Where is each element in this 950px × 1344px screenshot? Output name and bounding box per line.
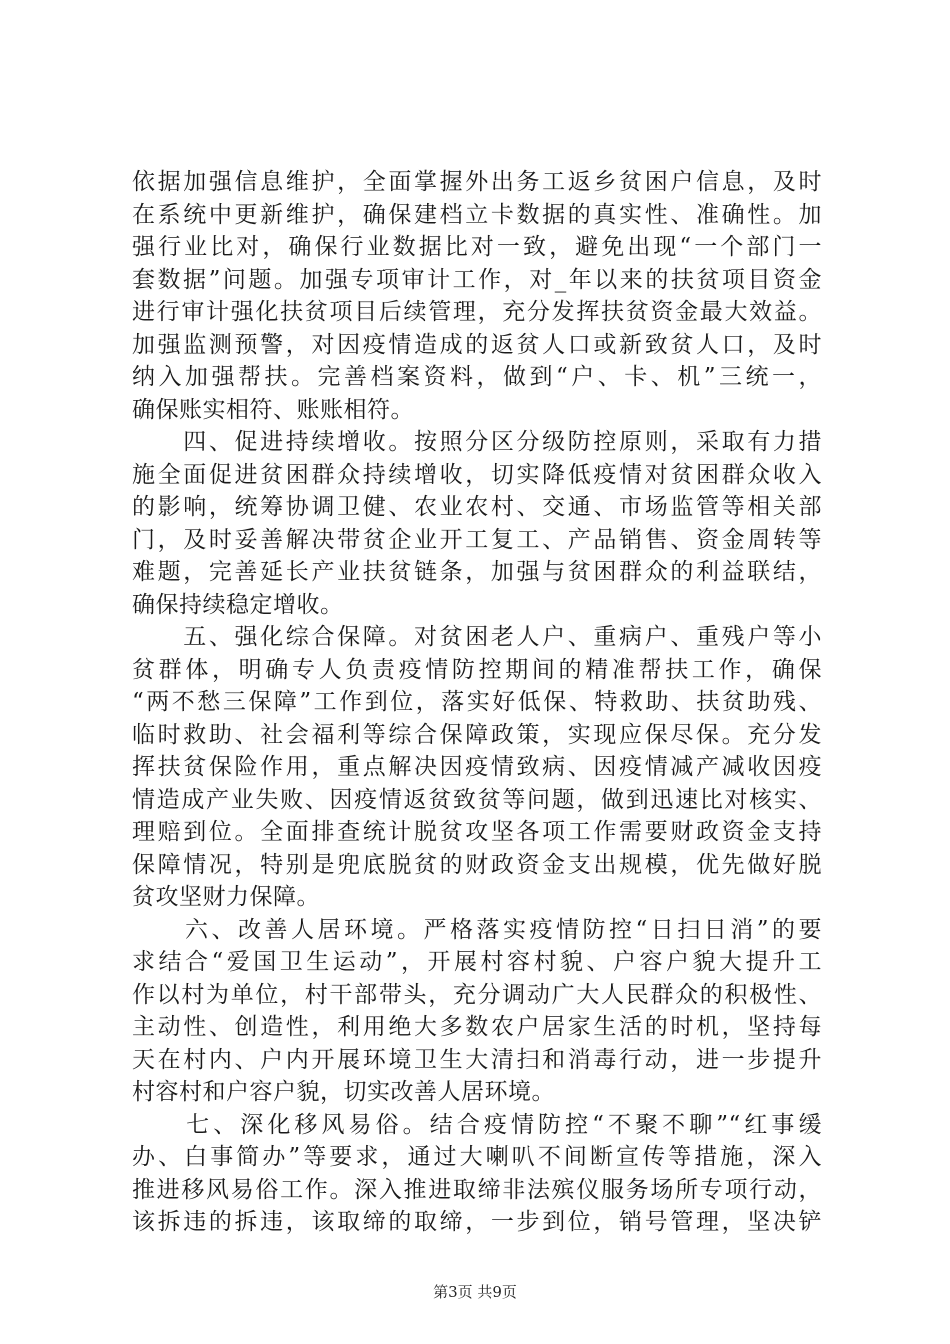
- text-line: 确保持续稳定增收。: [132, 591, 344, 618]
- text-line: 挥扶贫保险作用，重点解决因疫情致病、因疫情减产减收因疫: [132, 754, 822, 780]
- text-line: 办、白事简办”等要求，通过大喇叭不间断宣传等措施，深入: [132, 1144, 822, 1170]
- text-line: “两不愁三保障”工作到位，落实好低保、特救助、扶贫助残、: [132, 689, 822, 715]
- text-line: 五、强化综合保障。对贫困老人户、重病户、重残户等小: [132, 624, 822, 650]
- text-line: 进行审计强化扶贫项目后续管理，充分发挥扶贫资金最大效益。: [132, 299, 822, 325]
- text-line: 依据加强信息维护，全面掌握外出务工返乡贫困户信息，及时: [132, 169, 822, 195]
- text-line: 强行业比对，确保行业数据比对一致，避免出现“一个部门一: [132, 234, 822, 260]
- text-line: 在系统中更新维护，确保建档立卡数据的真实性、准确性。加: [132, 201, 822, 228]
- text-line: 作以村为单位，村干部带头，充分调动广大人民群众的积极性、: [132, 981, 822, 1008]
- text-line: 情造成产业失败、因疫情返贫致贫等问题，做到迅速比对核实、: [132, 786, 822, 813]
- text-line: 天在村内、户内开展环境卫生大清扫和消毒行动，进一步提升: [132, 1046, 822, 1073]
- text-line: 套数据”问题。加强专项审计工作，对_年以来的扶贫项目资金: [132, 266, 822, 293]
- text-line: 难题，完善延长产业扶贫链条，加强与贫困群众的利益联结，: [132, 559, 822, 585]
- text-line: 贫攻坚财力保障。: [132, 884, 320, 910]
- text-line: 六、改善人居环境。严格落实疫情防控“日扫日消”的要: [132, 916, 822, 943]
- text-line: 纳入加强帮扶。完善档案资料，做到“户、卡、机”三统一，: [132, 364, 822, 390]
- text-line: 推进移风易俗工作。深入推进取缔非法殡仪服务场所专项行动，: [132, 1176, 822, 1203]
- page-footer: 第3页 共9页: [433, 1283, 517, 1301]
- text-line: 加强监测预警，对因疫情造成的返贫人口或新致贫人口，及时: [132, 331, 822, 358]
- text-line: 贫群体，明确专人负责疫情防控期间的精准帮扶工作，确保: [132, 656, 822, 683]
- text-line: 主动性、创造性，利用绝大多数农户居家生活的时机，坚持每: [132, 1014, 822, 1040]
- text-line: 临时救助、社会福利等综合保障政策，实现应保尽保。充分发: [132, 721, 822, 748]
- text-line: 施全面促进贫困群众持续增收，切实降低疫情对贫困群众收入: [132, 461, 822, 488]
- text-line: 七、深化移风易俗。结合疫情防控“不聚不聊”“红事缓: [132, 1111, 822, 1138]
- text-line: 村容村和户容户貌，切实改善人居环境。: [132, 1079, 555, 1105]
- text-line: 确保账实相符、账账相符。: [132, 396, 414, 423]
- text-line: 该拆违的拆违，该取缔的取缔，一步到位，销号管理，坚决铲: [132, 1209, 822, 1235]
- text-line: 的影响，统筹协调卫健、农业农村、交通、市场监管等相关部: [132, 494, 822, 520]
- text-line: 保障情况，特别是兜底脱贫的财政资金支出规模，优先做好脱: [132, 851, 822, 878]
- document-body: [132, 166, 822, 1239]
- text-line: 门，及时妥善解决带贫企业开工复工、产品销售、资金周转等: [132, 526, 822, 553]
- text-line: 求结合“爱国卫生运动”，开展村容村貌、户容户貌大提升工: [132, 949, 822, 975]
- text-line: 理赔到位。全面排查统计脱贫攻坚各项工作需要财政资金支持: [132, 819, 822, 845]
- text-line: 四、促进持续增收。按照分区分级防控原则，采取有力措: [132, 429, 822, 455]
